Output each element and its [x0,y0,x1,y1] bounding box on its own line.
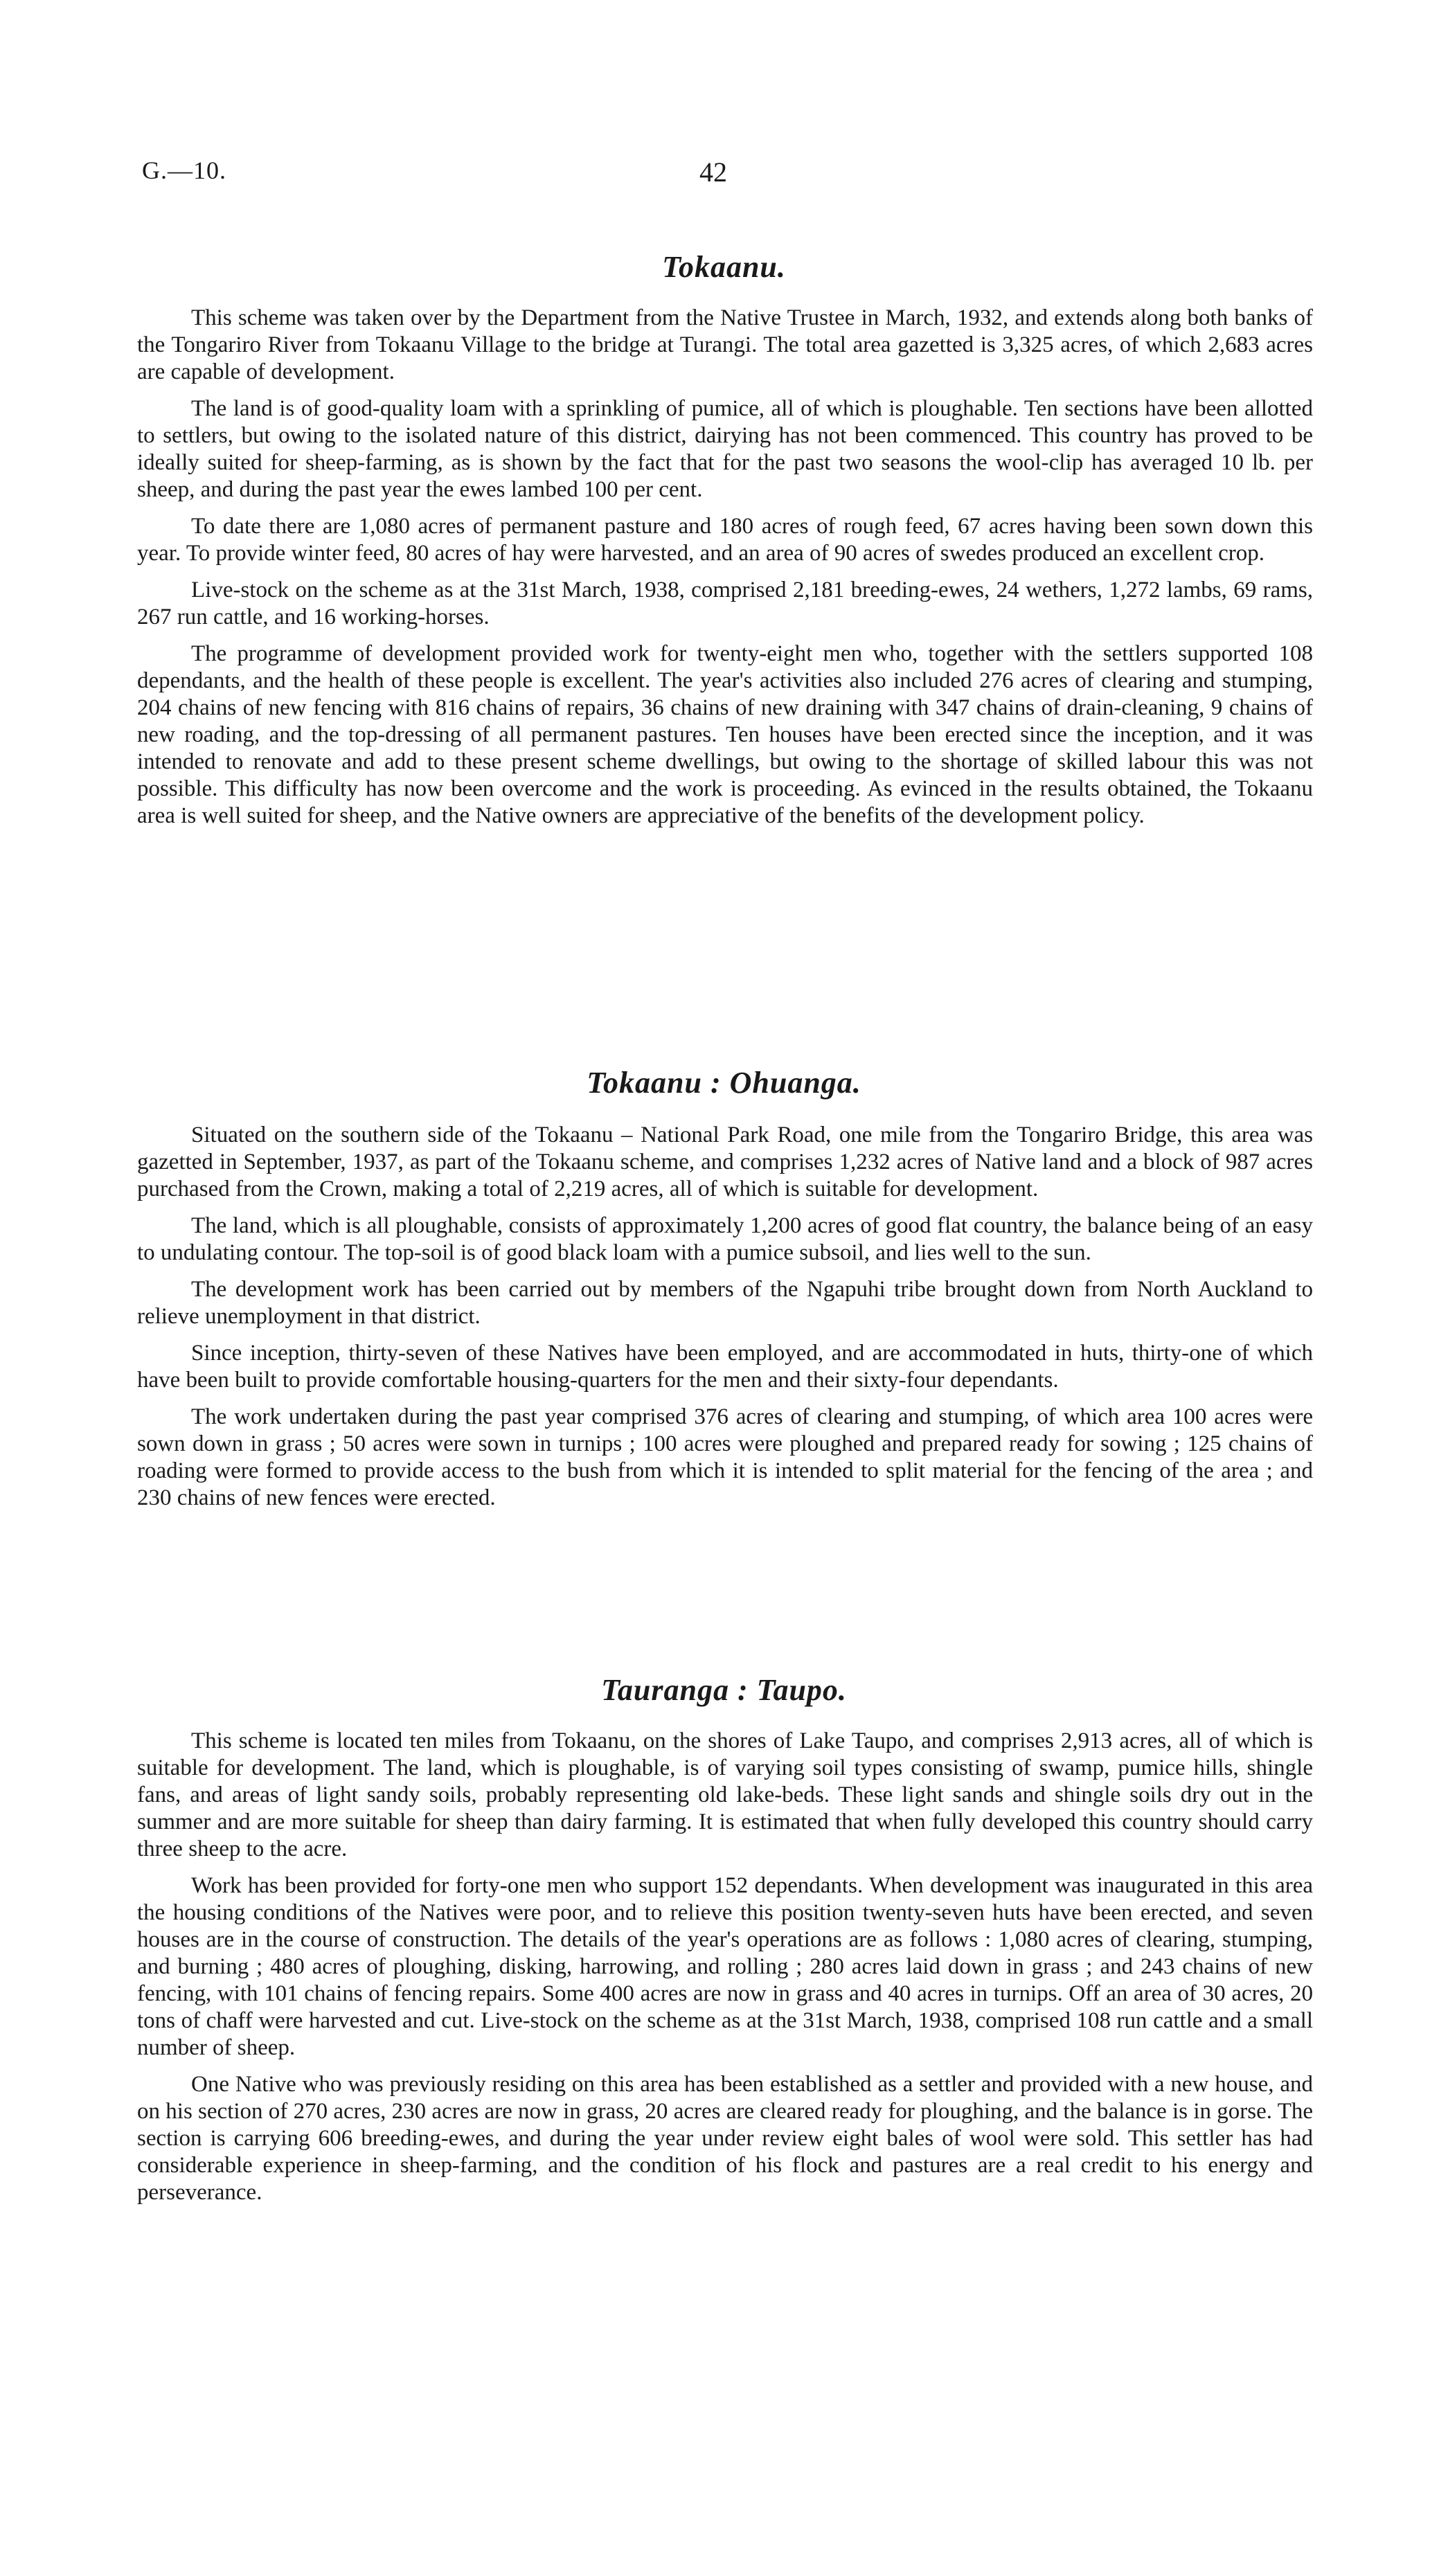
paragraph: Since inception, thirty-seven of these Natives have been employed, and are accommodated in huts, thirty-one of which have been built to provide comfortable housing-quarters for the men and their sixty-four dependants. [137,1341,1313,1393]
paragraph: This scheme is located ten miles from Tokaanu, on the shores of Lake Taupo, and comprises 2,913 acres, all of which is suitable for development. The land, which is ploughable, is of varying soil types consisting of swamp, pumice hills, shingle fans, and areas of light sandy soils, probably representing old lake-beds. These light sands and shingle soils dry out in the summer and are more suitable for sheep than dairy farming. It is estimated that when fully developed this country should carry three sheep to the acre. [137,1728,1313,1861]
document-reference: G.—10. [142,156,226,184]
paragraph: The development work has been carried out by members of the Ngapuhi tribe brought down from North Auckland to relieve unemployment in that district. [137,1277,1313,1329]
paragraph: The land, which is all ploughable, consists of approximately 1,200 acres of good flat country, the balance being of an easy to undulating contour. The top-soil is of good black loam with a pumice subsoil, and lies well to the sun. [137,1213,1313,1265]
section-heading-tauranga-taupo: Tauranga : Taupo. [601,1673,847,1707]
paragraph: To date there are 1,080 acres of permanent pasture and 180 acres of rough feed, 67 acres having been sown down this year. To provide winter feed, 80 acres of hay were harvested, and an area of 90 acres of swedes produced an excellent crop. [137,514,1313,566]
page-number: 42 [699,156,727,188]
section-body-ohuanga [137,1122,1313,1521]
section-heading-tokaanu: Tokaanu. [662,250,786,284]
section-body-tauranga-taupo [137,1728,1313,2216]
paragraph: This scheme was taken over by the Department from the Native Trustee in March, 1932, and extends along both banks of the Tongariro River from Tokaanu Village to the bridge at Turangi. The total area gazetted is 3,325 acres, of which 2,683 acres are capable of development. [137,305,1313,384]
paragraph: The programme of development provided work for twenty-eight men who, together with the settlers supported 108 dependants, and the health of these people is excellent. The year's activities also included 276 acres of clearing and stumping, 204 chains of new fencing with 816 chains of repairs, 36 chains of new draining with 347 chains of drain-cleaning, 9 chains of new roading, and the top-dressing of all permanent pastures. Ten houses have been erected since the inception, and it was intended to renovate and add to these present scheme dwellings, but owing to the shortage of skilled labour this was not possible. This difficulty has now been overcome and the work is proceeding. As evinced in the results obtained, the Tokaanu area is well suited for sheep, and the Native owners are appreciative of the benefits of the development policy. [137,641,1313,828]
paragraph: Situated on the southern side of the Tokaanu – National Park Road, one mile from the Tongariro Bridge, this area was gazetted in September, 1937, as part of the Tokaanu scheme, and comprises 1,232 acres of Native land and a block of 987 acres purchased from the Crown, making a total of 2,219 acres, all of which is suitable for development. [137,1122,1313,1201]
paragraph: The work undertaken during the past year comprised 376 acres of clearing and stumping, of which area 100 acres were sown down in grass ; 50 acres were sown in turnips ; 100 acres were ploughed and prepared ready for sowing ; 125 chains of roading were formed to provide access to the bush from which it is intended to split material for the fencing of the area ; and 230 chains of new fences were erected. [137,1404,1313,1510]
paragraph: The land is of good-quality loam with a sprinkling of pumice, all of which is ploughable. Ten sections have been allotted to settlers, but owing to the isolated nature of this district, dairying has not been commenced. This country has proved to be ideally suited for sheep-farming, as is shown by the fact that for the past two seasons the wool-clip has averaged 10 lb. per sheep, and during the past year the ewes lambed 100 per cent. [137,396,1313,502]
section-body-tokaanu [137,305,1313,839]
section-heading-ohuanga: Tokaanu : Ohuanga. [587,1066,861,1100]
paragraph: One Native who was previously residing on this area has been established as a settler and provided with a new house, and on his section of 270 acres, 230 acres are now in grass, 20 acres are cleared ready for ploughing, and the balance is in gorse. The section is carrying 606 breeding-ewes, and during the year under review eight bales of wool were sold. This settler has had considerable experience in sheep-farming, and the condition of his flock and pastures are a real credit to his energy and perseverance. [137,2072,1313,2205]
paragraph: Work has been provided for forty-one men who support 152 dependants. When development was inaugurated in this area the housing conditions of the Natives were poor, and to relieve this position twenty-seven huts have been erected, and seven houses are in the course of construction. The details of the year's operations are as follows : 1,080 acres of clearing, stumping, and burning ; 480 acres of ploughing, disking, harrowing, and rolling ; 280 acres laid down in grass ; and 243 chains of new fencing, with 101 chains of fencing repairs. Some 400 acres are now in grass and 40 acres in turnips. Off an area of 30 acres, 20 tons of chaff were harvested and cut. Live-stock on the scheme as at the 31st March, 1938, comprised 108 run cattle and a small number of sheep. [137,1873,1313,2060]
paragraph: Live-stock on the scheme as at the 31st March, 1938, comprised 2,181 breeding-ewes, 24 wethers, 1,272 lambs, 69 rams, 267 run cattle, and 16 working-horses. [137,578,1313,629]
